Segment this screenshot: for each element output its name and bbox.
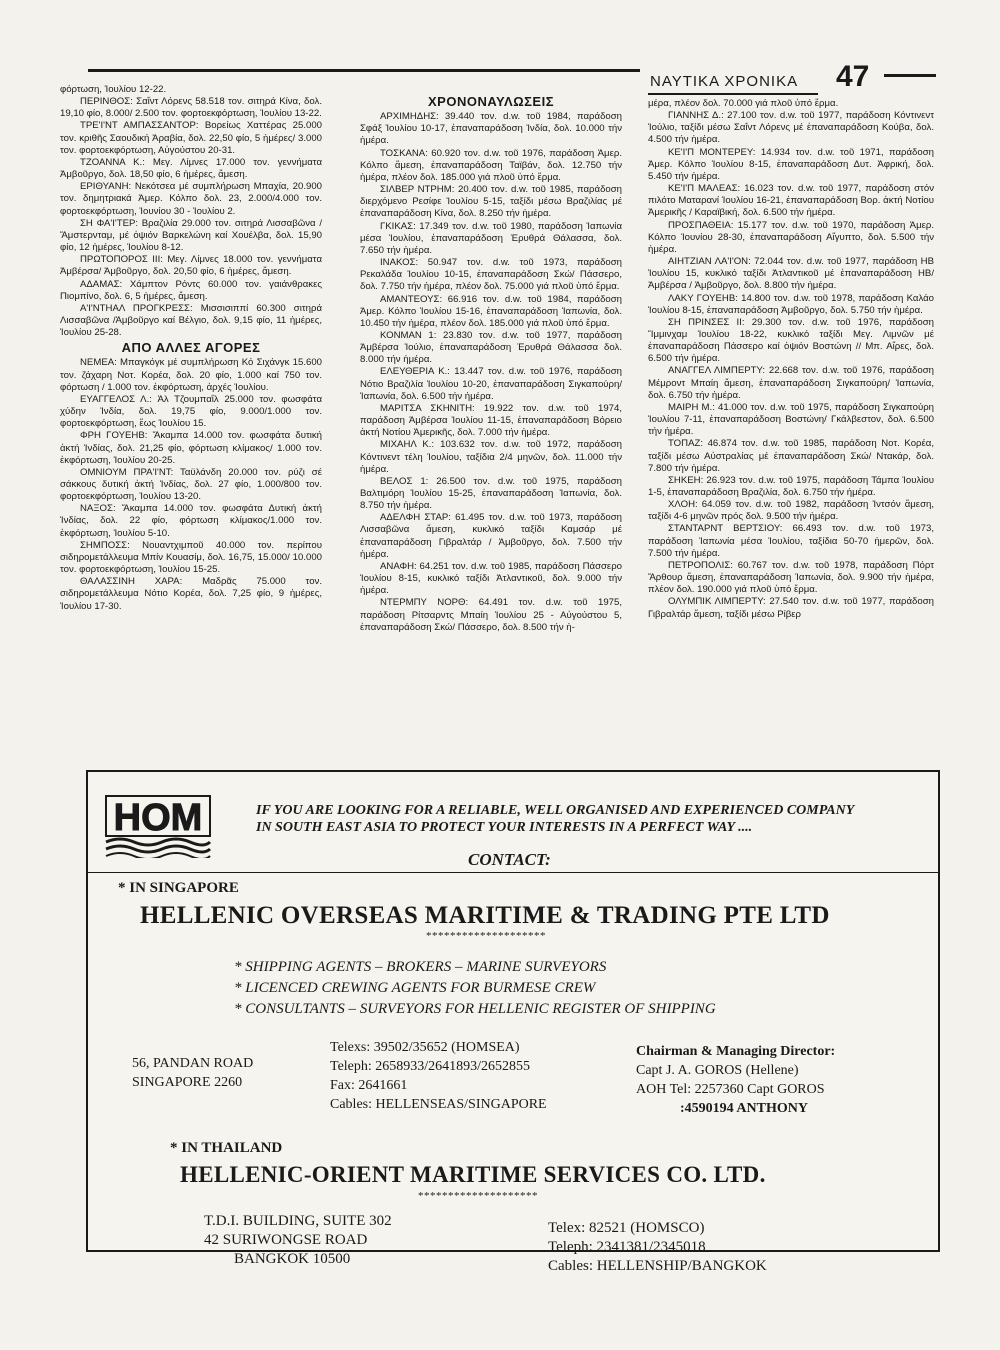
services-list [234, 957, 716, 1020]
paragraph: ΠΕΡΙΝΘΟΣ: Σαΐντ Λόρενς 58.518 τον. σιτηρά Κίνα, δολ. 19,10 φίο, 8.000/ 2.500 τον. φορτοεκφόρτωση, Ἰουλίου 13-22. [60, 96, 322, 120]
paragraph: ΒΕΛΟΣ 1: 26.500 τον. d.w. τοῦ 1975, παράδοση Βαλτιμόρη Ἰουλίου 15-25, ἐπαναπαράδοση Ἰαπωνία, δολ. 8.750 τήν ἡμέρα. [360, 475, 622, 512]
page-number: 47 [836, 60, 870, 93]
service-item: * CONSULTANTS – SURVEYORS FOR HELLENIC REGISTER OF SHIPPING [234, 1001, 716, 1017]
chairman-line: Chairman & Managing Director: [636, 1044, 836, 1059]
paragraph: ΟΛΥΜΠΙΚ ΛΙΜΠΕΡΤΥ: 27.540 τον. d.w. τοῦ 1977, παράδοση Γιβραλτάρ ἄμεση, ταξίδι μέσω Ρίβερ [648, 596, 934, 620]
paragraph: μέρα, πλέον δολ. 70.000 γιά πλοῦ ὑπό ἕρμα. [648, 98, 839, 109]
ad-divider [88, 872, 938, 873]
header-underline [648, 93, 818, 95]
hom-logo [102, 792, 214, 858]
paragraph: ΝΤΕΡΜΠΥ ΝΟΡΘ: 64.491 τον. d.w. τοῦ 1975, παράδοση Ρίτσαρντς Μπαίη Ἰουλίου 25 - Αὐγούστου 5, ἐπαναπαράδοση Σκώ/ Πάσσερο, δολ. 8.500 τήν ἡ- [360, 597, 622, 633]
telecom-line: Teleph: 2658933/2641893/2652855 [330, 1059, 531, 1074]
paragraph: ΟΜΝΙΟΥΜ ΠΡΑ'Ι'ΝΤ: Ταϋλάνδη 20.000 τον. ρύζι σέ σάκκους δυτική ἀκτή Ἰνδίας, δολ. 27 φίο, 1.000/800 τον. φορτοεκφόρτωση, Ἰουλίου 13-20. [60, 466, 322, 503]
contact-heading: CONTACT: [468, 850, 551, 869]
chairman-line: Capt J. A. GOROS (Hellene) [636, 1063, 799, 1078]
header-rule-left [88, 69, 640, 72]
section-title-time-charters: ΧΡΟΝΟΝΑΥΛΩΣΕΙΣ [427, 94, 555, 109]
paragraph: ΦΡΗ ΓΟΥΕΗΒ: Ἄκαμπα 14.000 τον. φωσφάτα δυτική ἀκτή Ἰνδίας, δολ. 21,25 φίο, φόρτωση κλίμακος/ 1.000 τον. ἐκφόρτωση, Ἰουλίου 20-25. [60, 430, 322, 466]
address-line: SINGAPORE 2260 [132, 1075, 243, 1090]
paragraph: ΜΑΙΡΗ Μ.: 41.000 τον. d.w. τοῦ 1975, παράδοση Σιγκαπούρη Ἰουλίου 7-11, ἐπαναπαράδοση Βοστώνη/ Γκάλβεστον, δολ. 6.500 τήν ἡμέρα. [648, 401, 934, 438]
paragraph: ΕΥΑΓΓΕΛΟΣ Λ.: Ἀλ Τζουμπαΐλ 25.000 τον. φωσφάτα χύδην Ἰνδία, δολ. 19,75 φίο, 9.000/1.000 τον. φορτοεκφόρτωση, ἕως Ἰουλίου 15. [60, 393, 322, 430]
header-rule-right [884, 74, 936, 77]
telecom-line: Teleph: 2341381/2345018 [548, 1239, 706, 1255]
paragraph: ΑΙΗΤΖΙΑΝ ΛΑ'Ι'ΟΝ: 72.044 τον. d.w. τοῦ 1977, παράδοση ΗΒ Ἰουλίου 15, κυκλικό ταξίδι Ἀτλαντικοῦ μέ ἐπαναπαράδοση ΗΒ/Ἀμβέρσα / Ἀμβοῦργο, δολ. 8.800 τήν ἡμέρα. [648, 256, 934, 292]
telecom-line: Telex: 82521 (HOMSCO) [548, 1220, 705, 1236]
paragraph: ΠΡΟΣΠΑΘΕΙΑ: 15.177 τον. d.w. τοῦ 1970, παράδοση Ἀμερ. Κόλπο Ἰουνίου 28-30, ἐπαναπαράδοση Αἴγυπτο, δολ. 5.500 τήν ἡμέρα. [648, 219, 934, 255]
slogan-line: IF YOU ARE LOOKING FOR A RELIABLE, WELL ORGANISED AND EXPERIENCED COMPANY [256, 803, 855, 818]
paragraph: ΑΡΧΙΜΗΔΗΣ: 39.440 τον. d.w. τοῦ 1984, παράδοση Σφάξ Ἰουλίου 10-17, ἐπαναπαράδοση Ἰνδία, δολ. 10.000 τήν ἡμέρα. [360, 111, 622, 147]
paragraph: ΣΤΑΝΤΑΡΝΤ ΒΕΡΤΣΙΟΥ: 66.493 τον. d.w. τοῦ 1973, παράδοση Ἰαπωνία μέσα Ἰουλίου, ταξίδια 50-70 ἡμερῶν, δολ. 7.500 τήν ἡμέρα. [648, 523, 934, 559]
paragraph: ΑΔΕΛΦΗ ΣΤΑΡ: 61.495 τον. d.w. τοῦ 1973, παράδοση Λισσαβῶνα ἄμεση, κυκλικό ταξίδι Καμσάρ μέ ἐπαναπαράδοση Γιβραλτάρ / Ἀμβοῦργο, δολ. 7.500 τήν ἡμέρα. [360, 512, 622, 560]
address-line: 56, PANDAN ROAD [132, 1056, 254, 1071]
address-line: 42 SURIWONGSE ROAD [204, 1232, 368, 1248]
telecom-line: Telexs: 39502/35652 (HOMSEA) [330, 1040, 520, 1055]
address-line: T.D.I. BUILDING, SUITE 302 [204, 1213, 392, 1229]
singapore-telecom [330, 1038, 547, 1114]
column-right [648, 98, 934, 621]
paragraph: ΤΟΠΑΖ: 46.874 τον. d.w. τοῦ 1985, παράδοση Νοτ. Κορέα, ταξίδι μέσω Αὐστραλίας μέ ἐπαναπαράδοση Σκώ/ Ντακάρ, δολ. 7.800 τήν ἡμέρα. [648, 438, 934, 474]
paragraph: ΠΡΩΤΟΠΟΡΟΣ ΙΙΙ: Μεγ. Λίμνες 18.000 τον. γεννήματα Ἀμβέρσα/ Ἀμβοῦργο, δολ. 20,50 φίο, 6 ἡμέρες, ἄμεση. [60, 254, 322, 278]
paragraph: ΓΙΑΝΝΗΣ Δ.: 27.100 τον. d.w. τοῦ 1977, παράδοση Κόντινεντ Ἰούλιο, ταξίδι μέσω Σαΐντ Λόρενς μέ ἐπαναπαράδοση Κούβα, δολ. 4.500 τήν ἡμέρα. [648, 110, 934, 146]
paragraph: ΕΛΕΥΘΕΡΙΑ Κ.: 13.447 τον. d.w. τοῦ 1976, παράδοση Νότιο Βραζιλία Ἰουλίου 10-20, ἐπαναπαράδοση Σιγκαπούρη/ Ἰαπωνία, δολ. 6.500 τήν ἡμέρα. [360, 366, 622, 402]
thailand-heading: * IN THAILAND [170, 1140, 283, 1156]
paragraph: ΜΙΧΑΗΛ Κ.: 103.632 τον. d.w. τοῦ 1972, παράδοση Κόντινεντ τέλη Ἰουλίου, ταξίδια 2/4 μηνῶν, δολ. 11.000 τήν ἡμέρα. [360, 439, 622, 475]
paragraph: ΑΝΑΦΗ: 64.251 τον. d.w. τοῦ 1985, παράδοση Πάσσερο Ἰουλίου 8-15, κυκλικό ταξίδι Ἀτλαντικοῦ, δολ. 9.000 τήν ἡμέρα. [360, 560, 622, 597]
paragraph: Α'Ι'ΝΤΗΑΛ ΠΡΟΓΚΡΕΣΣ: Μισσισιππί 60.300 σιτηρά Λισσαβῶνα /Ἀμβοῦργο καί Βέλγιο, δολ. 9,15 φίο, 11 ἡμέρες, Ἰουλίου 25-28. [60, 302, 322, 339]
thailand-company-name: HELLENIC-ORIENT MARITIME SERVICES CO. LTD. [180, 1162, 766, 1187]
paragraph: ΠΕΤΡΟΠΟΛΙΣ: 60.767 τον. d.w. τοῦ 1978, παράδοση Πόρτ Ἄρθουρ ἄμεση, ἐπαναπαράδοση Ἰαπωνία, δολ. 9.900 τήν ἡμέρα, πλέον δολ. 190.000 γιά πλοῦ ὑπό ἕρμα. [648, 559, 934, 596]
singapore-heading: * IN SINGAPORE [118, 880, 239, 896]
paragraph: ΙΝΑΚΟΣ: 50.947 τον. d.w. τοῦ 1973, παράδοση Ρεκαλάδα Ἰουλίου 10-15, ἐπαναπαράδοση Σκώ/ Πάσσερο, δολ. 7.750 τήν ἡμέρα, πλέον δολ. 75.000 γιά πλοῦ ὑπό ἕρμα. [360, 257, 622, 293]
paragraph: ΤΟΣΚΑΝΑ: 60.920 τον. d.w. τοῦ 1976, παράδοση Ἀμερ. Κόλπο ἄμεση, ἐπαναπαράδοση Ταϊβάν, δολ. 12.750 τήν ἡμέρα, πλέον δολ. 185.000 γιά πλοῦ ὑπό ἕρμα. [360, 147, 622, 183]
paragraph: ΑΜΑΝΤΕΟΥΣ: 66.916 τον. d.w. τοῦ 1984, παράδοση Ἀμερ. Κόλπο Ἰουλίου 15-16, ἐπαναπαράδοση Ἰαπωνία, δολ. 10.450 τήν ἡμέρα, πλέον δολ. 185.000 γιά πλοῦ ὑπό ἕρμα. [360, 293, 622, 329]
paragraph: ΕΡΙΘΥΑΝΗ: Νεκότσεα μέ συμπλήρωση Μπαχία, 20.900 τον. δημητριακά Ἀμερ. Κόλπο δολ. 23, 2.000/4.000 τον. φορτοεκφόρτωση, Ἰουνίου 30 - Ἰουλίου 2. [60, 181, 322, 217]
publication-title: ΝΑΥΤΙΚΑ ΧΡΟΝΙΚΑ [650, 73, 799, 90]
paragraph: ΧΛΟΗ: 64.059 τον. d.w. τοῦ 1982, παράδοση Ἰντσόν ἄμεση, ταξίδι 4-6 μηνῶν πρός δολ. 9.500 τήν ἡμέρα. [648, 499, 934, 523]
logo-text: HOM [113, 797, 203, 839]
paragraph: ΣΗ ΠΡΙΝΣΕΣ ΙΙ: 29.300 τον. d.w. τοῦ 1976, παράδοση Ἴμμινχαμ Ἰουλίου 18-22, κυκλικό ταξίδι Μεγ. Λιμνῶν μέ ἐπαναπαράδοση Πάσσερο καί ὀψιόν Βοστώνη // Μπ. Αἴρες, δολ. 6.500 τήν ἡμέρα. [648, 316, 934, 365]
thailand-telecom [548, 1219, 767, 1276]
paragraph: ΤΖΟΑΝΝΑ Κ.: Μεγ. Λίμνες 17.000 τον. γεννήματα Ἀμβοῦργο, δολ. 18,50 φίο, 6 ἡμέρες, ἄμεση. [60, 156, 322, 181]
paragraph: ΚΟΝΜΑΝ 1: 23.830 τον. d.w. τοῦ 1977, παράδοση Ἀμβέρσα Ἰούλιο, ἐπαναπαράδοση Ἐρυθρά Θάλασσα δολ. 8.000 τήν ἡμέρα. [360, 329, 622, 366]
address-line: BANGKOK 10500 [234, 1251, 351, 1267]
paragraph: ΣΗΚΕΗ: 26.923 τον. d.w. τοῦ 1975, παράδοση Τάμπα Ἰουλίου 1-5, ἐπαναπαράδοση Βραζιλία, δολ. 6.750 τήν ἡμέρα. [648, 474, 934, 498]
stars-divider: ******************** [426, 930, 546, 942]
paragraph: ΓΚΙΚΑΣ: 17.349 τον. d.w. τοῦ 1980, παράδοση Ἰαπωνία μέσα Ἰουλίου, ἐπαναπαράδοση Ἐρυθρά Θάλασσα, δολ. 7.650 τήν ἡμέρα. [360, 220, 622, 256]
singapore-address [132, 1054, 253, 1092]
telecom-line: Cables: HELLENSEAS/SINGAPORE [330, 1097, 547, 1112]
chairman-line: :4590194 ANTHONY [680, 1101, 808, 1116]
paragraph: ΘΑΛΑΣΣΙΝΗ ΧΑΡΑ: Μαδρᾶς 75.000 τον. σιδηρομετάλλευμα Νότιο Κορέα, δολ. 7,25 φίο, 9 ἡμέρες, Ἰουλίου 17-30. [60, 576, 322, 612]
paragraph: ΛΑΚΥ ΓΟΥΕΗΒ: 14.800 τον. d.w. τοῦ 1978, παράδοση Καλάο Ἰουλίου 8-15, ἐπαναπαράδοση Ἀμβοῦργο, δολ. 5.750 τήν ἡμέρα. [648, 292, 934, 316]
telecom-line: Fax: 2641661 [330, 1078, 408, 1093]
paragraph: ΚΕ'Ι'Π ΜΟΝΤΕΡΕΥ: 14.934 τον. d.w. τοῦ 1971, παράδοση Ἀμερ. Κόλπο Ἰουλίου 8-15, ἐπαναπαράδοση Δυτ. Ἀφρική, δολ. 5.450 τήν ἡμέρα. [648, 146, 934, 182]
chairman-info [636, 1042, 835, 1118]
paragraph: ΣΗΜΠΟΣΣ: Νουαντχιμποῦ 40.000 τον. περίπου σιδηρομετάλλευμα Μπίν Κουασίμ, δολ. 16,75, 15.000/ 10.000 τον. φορτοεκφόρτωση, Ἰουλίου 15-25. [60, 539, 322, 576]
thailand-address [204, 1212, 392, 1269]
slogan-line: IN SOUTH EAST ASIA TO PROTECT YOUR INTERESTS IN A PERFECT WAY .... [256, 820, 753, 835]
column-left [60, 84, 322, 613]
paragraph: ΣΗ ΦΑ'Ι'ΤΕΡ: Βραζιλία 29.000 τον. σιτηρά Λισσαβῶνα / Ἄμστερνταμ, μέ ὀψιόν Βαρκελώνη καί Χουέλβα, δολ. 15,90 φίο, 12 ἡμέρες, Ἰουλίου 8-12. [60, 217, 322, 254]
paragraph: ΝΑΞΟΣ: Ἄκαμπα 14.000 τον. φωσφάτα Δυτική ἀκτή Ἰνδίας, δολ. 22 φίο, φόρτωση κλίμακος/1.000 τον. ἐκφόρτωση, Ἰουλίου 5-10. [60, 503, 322, 539]
telecom-line: Cables: HELLENSHIP/BANGKOK [548, 1258, 767, 1274]
paragraph: ΝΕΜΕΑ: Μπαγκόγκ μέ συμπλήρωση Κό Σιχάνγκ 15.600 τον. ζάχαρη Νοτ. Κορέα, δολ. 20 φίο, 1.000 καί 750 τον. φόρτωση / 1.000 τον. ἐκφόρτωση, ἀρχές Ἰουλίου. [60, 357, 322, 393]
paragraph: φόρτωση, Ἰουλίου 12-22. [60, 84, 167, 95]
ad-slogan [256, 802, 936, 836]
singapore-company-name: HELLENIC OVERSEAS MARITIME & TRADING PTE LTD [140, 902, 830, 929]
paragraph: ΑΝΑΓΓΕΛ ΛΙΜΠΕΡΤΥ: 22.668 τον. d.w. τοῦ 1976, παράδοση Μέμροντ Μπαίη ἄμεση, ἐπαναπαράδοση Σιγκαπούρη/ Ἰαπωνία, δολ. 6.750 τήν ἡμέρα. [648, 365, 934, 401]
service-item: * SHIPPING AGENTS – BROKERS – MARINE SURVEYORS [234, 959, 607, 975]
column-middle [360, 96, 622, 634]
paragraph: ΚΕ'Ι'Π ΜΑΛΕΑΣ: 16.023 τον. d.w. τοῦ 1977, παράδοση στόν πιλότο Ματαρανί Ἰουλίου 16-21, ἐπαναπαράδοση Βορ. ἀκτή Νοτίου Ἀμερικῆς / Καραϊβική, δολ. 6.500 τήν ἡμέρα. [648, 183, 934, 219]
paragraph: ΣΙΛΒΕΡ ΝΤΡΗΜ: 20.400 τον. d.w. τοῦ 1985, παράδοση διερχόμενο Ρεσίφε Ἰουλίου 5-15, ταξίδι μέσω Βραζιλίας μέ ἐπαναπαράδοση Κίνα, δολ. 8.250 τήν ἡμέρα. [360, 184, 622, 220]
paragraph: ΤΡΕ'Ι'ΝΤ ΑΜΠΑΣΣΑΝΤΟΡ: Βορείως Χαττέρας 25.000 τον. κριθῆς Σαουδική Ἀραβία, δολ. 22,50 φίο, 5 ἡμέρες/ 3.000 τον. φορτοεκφόρτωση, Αὐγούστου 20-31. [60, 120, 322, 156]
paragraph: ΜΑΡΙΤΣΑ ΣΚΗΝΙΤΗ: 19.922 τον. d.w. τοῦ 1974, παράδοση Ἀμβέρσα Ἰουλίου 11-15, ἐπαναπαράδοση Βόρειο ἀκτή Νοτίου Ἀμερικῆς, δολ. 7.000 τήν ἡμέρα. [360, 402, 622, 439]
chairman-line: AOH Tel: 2257360 Capt GOROS [636, 1082, 825, 1097]
section-title-other-markets: ΑΠΟ ΑΛΛΕΣ ΑΓΟΡΕΣ [121, 340, 261, 356]
advertisement-box [86, 770, 940, 1274]
stars-divider: ******************** [418, 1190, 538, 1202]
paragraph: ΑΔΑΜΑΣ: Χάμπτον Ρόντς 60.000 τον. γαιάνθρακες Πιομπίνο, δολ. 6, 5 ἡμέρες, ἄμεση. [60, 278, 322, 302]
service-item: * LICENCED CREWING AGENTS FOR BURMESE CREW [234, 980, 596, 996]
